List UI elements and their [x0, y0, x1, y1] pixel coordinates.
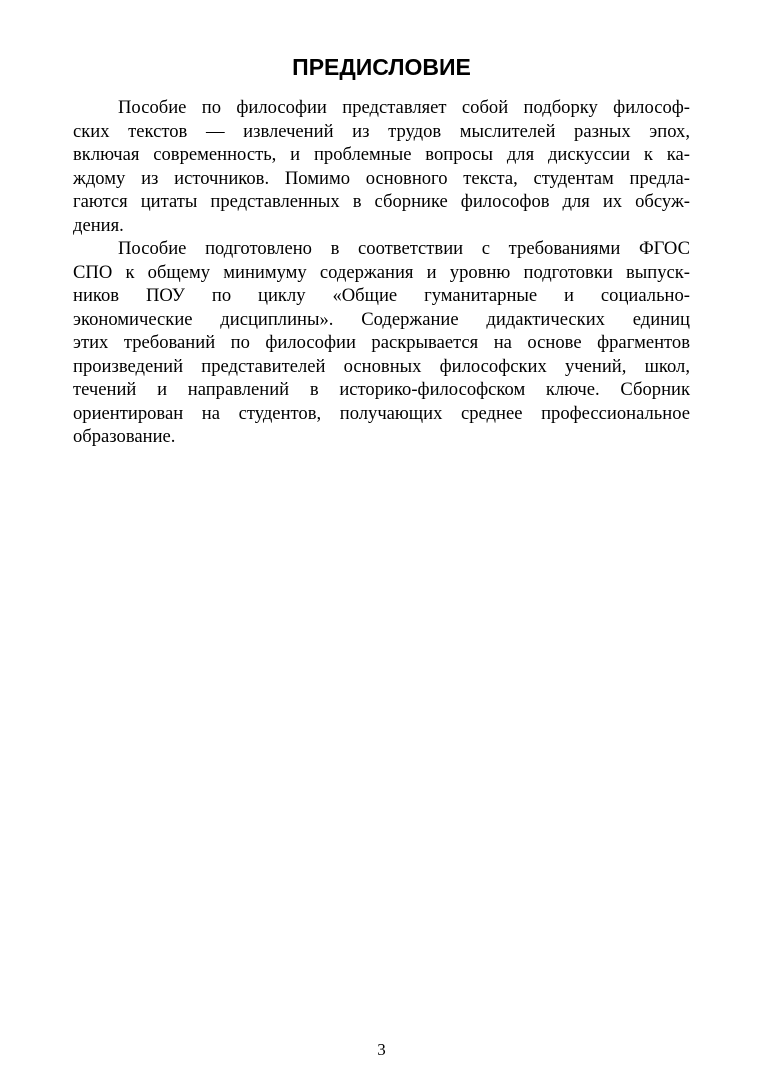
text-line: ских текстов — извлечений из трудов мыслителей разных эпох,	[73, 120, 690, 142]
text-line: экономические дисциплины». Содержание дидактических единиц	[73, 308, 690, 330]
text-line: произведений представителей основных философских учений, школ,	[73, 355, 690, 377]
page-title: ПРЕДИСЛОВИЕ	[292, 54, 471, 80]
text-line: ников ПОУ по циклу «Общие гуманитарные и социально-	[73, 285, 690, 306]
paragraph-1	[73, 96, 690, 237]
body-text	[73, 96, 690, 449]
text-line: дения.	[73, 214, 124, 236]
page-number: 3	[377, 1040, 386, 1059]
text-line: этих требований по философии раскрывается на основе фрагментов	[73, 332, 690, 353]
text-line: образование.	[73, 426, 176, 447]
text-line: СПО к общему минимуму содержания и уровню подготовки выпуск-	[73, 261, 690, 283]
text-line: ориентирован на студентов, получающих среднее профессиональное	[73, 402, 690, 424]
text-line: гаются цитаты представленных в сборнике философов для их обсуж-	[73, 191, 690, 212]
text-line: Пособие подготовлено в соответствии с требованиями ФГОС	[118, 238, 690, 259]
paragraph-2	[73, 237, 690, 449]
text-line: Пособие по философии представляет собой подборку философ-	[118, 97, 690, 118]
text-line: течений и направлений в историко-философском ключе. Сборник	[73, 379, 690, 400]
text-line: включая современность, и проблемные вопросы для дискуссии к ка-	[73, 144, 690, 165]
text-line: ждому из источников. Помимо основного текста, студентам предла-	[73, 167, 690, 189]
